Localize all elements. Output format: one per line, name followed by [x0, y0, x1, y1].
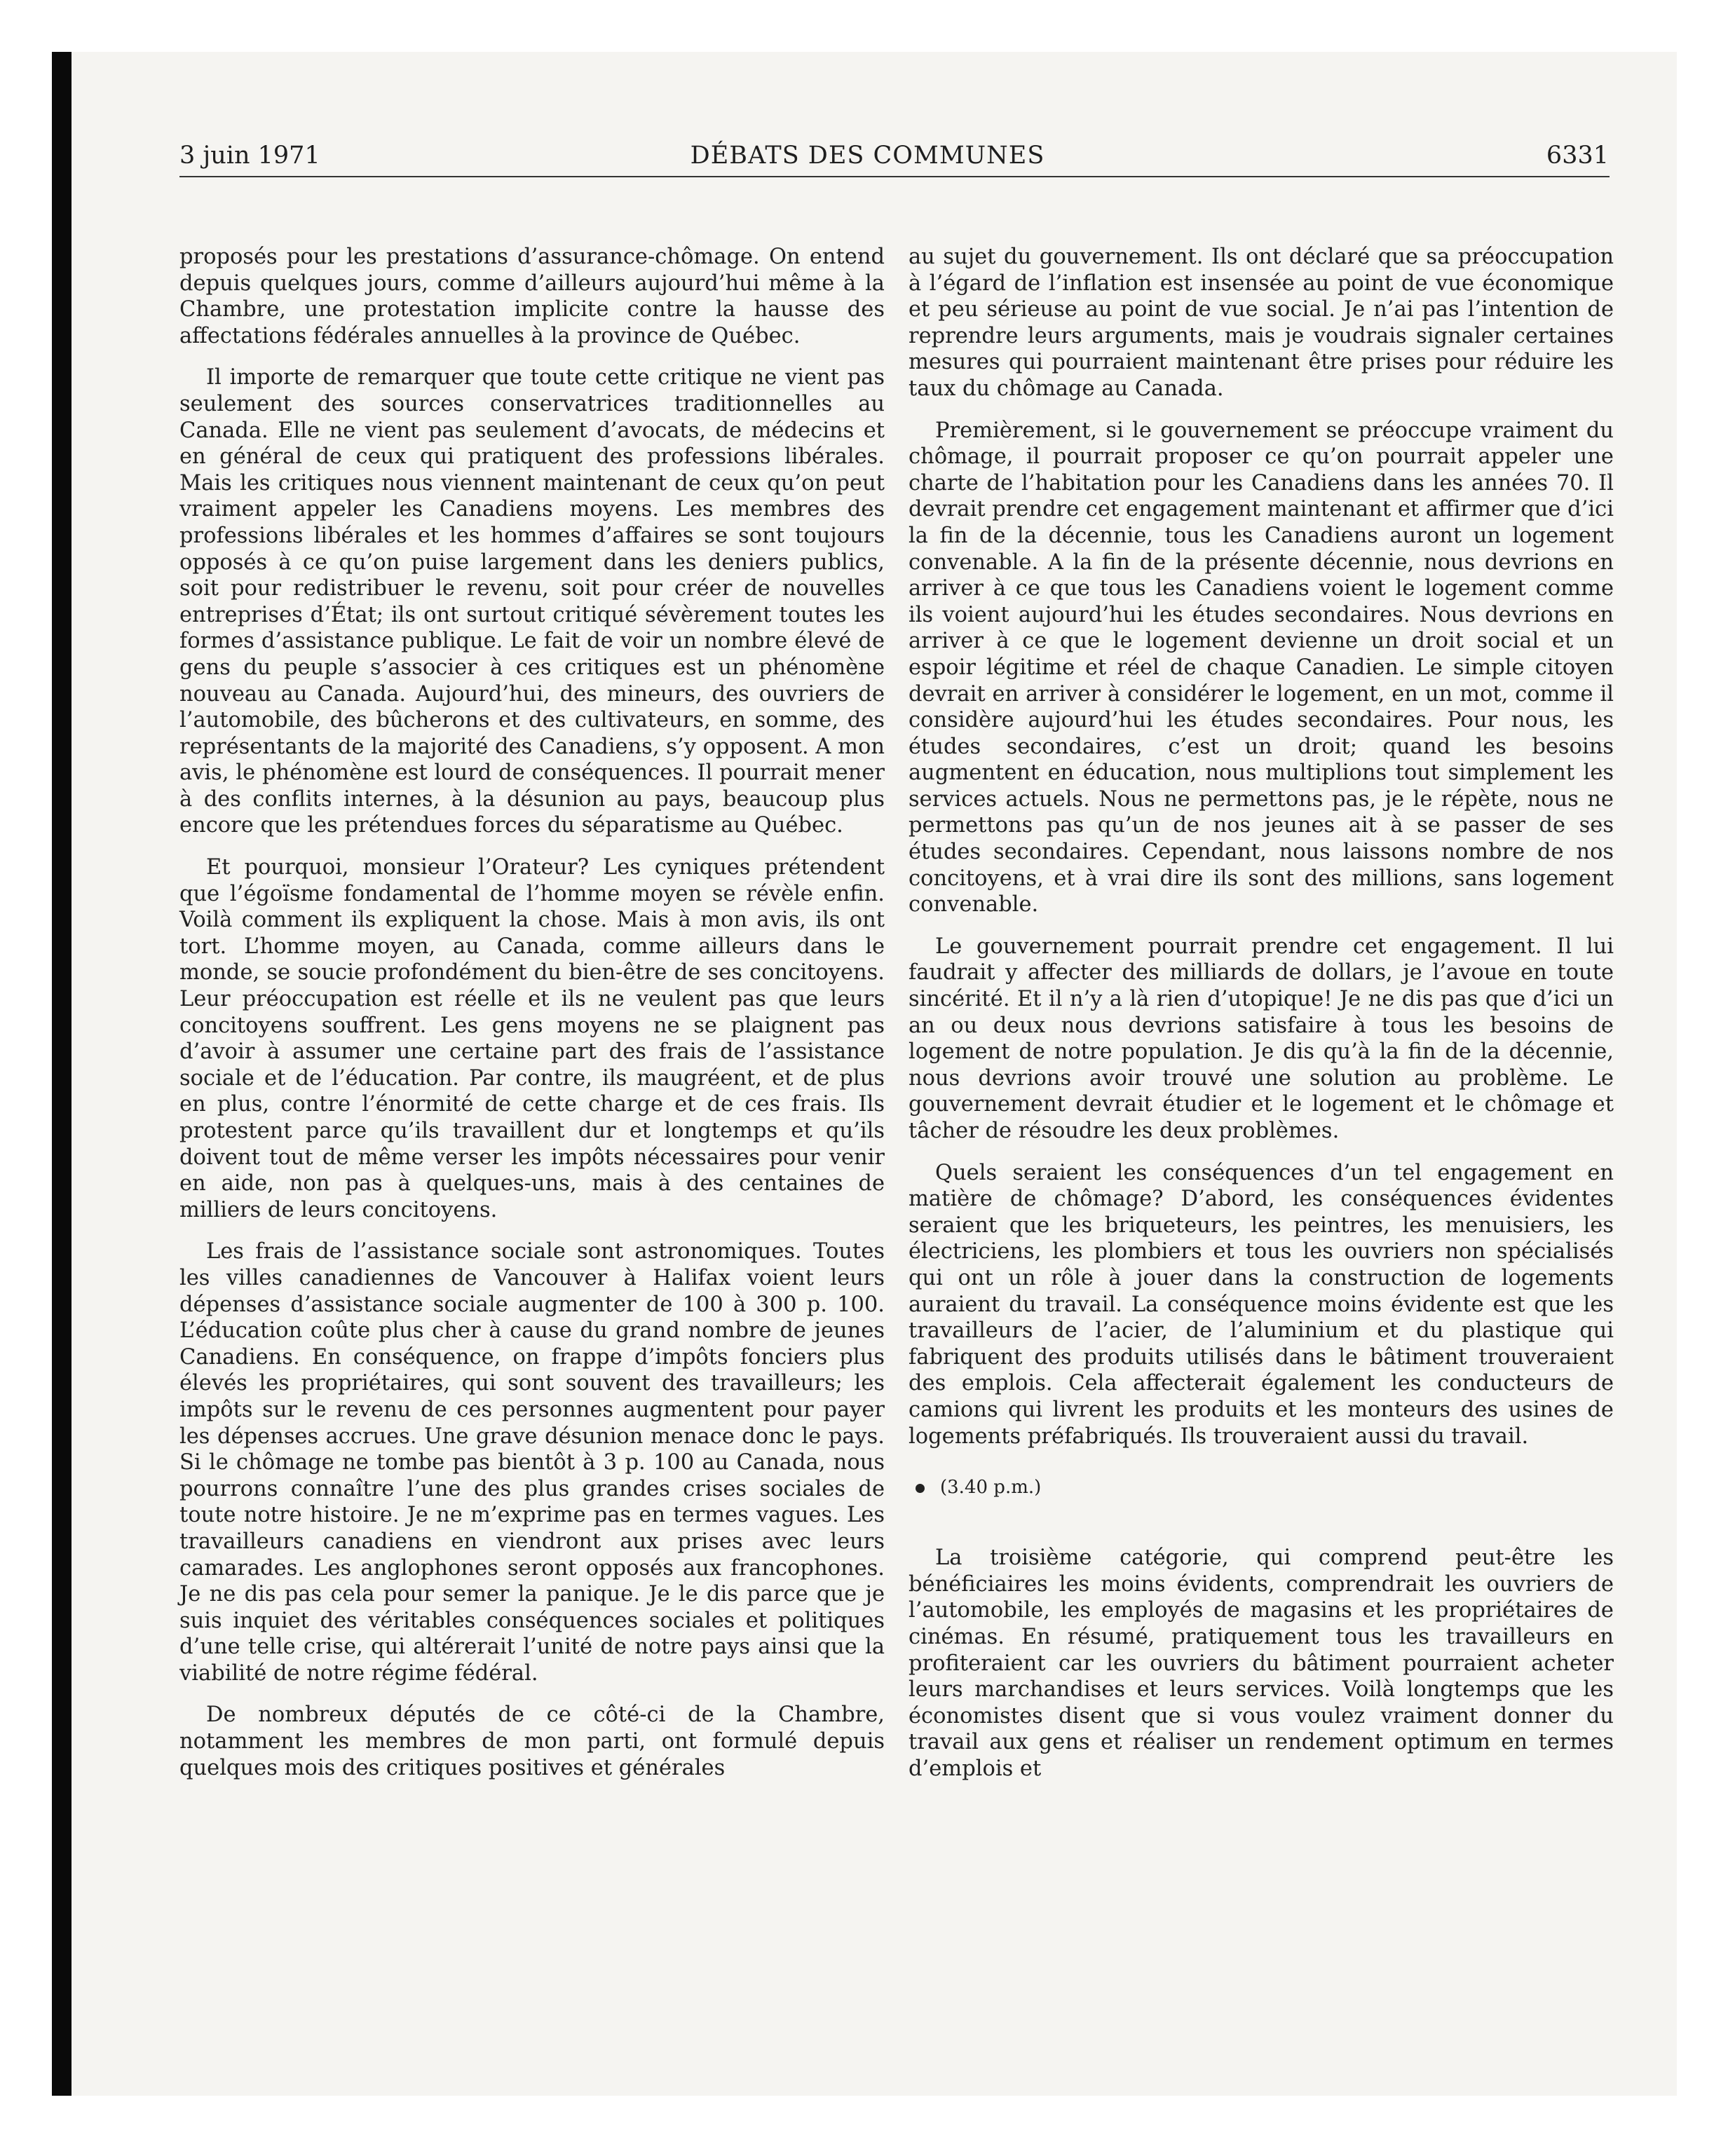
time-marker-label: (3.40 p.m.): [940, 1477, 1042, 1499]
paragraph: Et pourquoi, monsieur l’Orateur? Les cyniques prétendent que l’égoïsme fondamental de l’homme moyen se révèle enfin. Voilà comment ils expliquent la chose. Mais à mon avis, ils ont tort. L’homme moyen, au Canada, comme ailleurs dans le monde, se soucie profondément du bien-être de ses concitoyens. Leur préoccupation est réelle et ils ne veulent pas que leurs concitoyens souffrent. Les gens moyens ne se plaignent pas d’avoir à assumer une certaine part des frais de l’assistance sociale et de l’éducation. Par contre, ils maugréent, et de plus en plus, contre l’énormité de cette charge et de ces frais. Ils protestent parce qu’ils travaillent dur et longtemps et qu’ils doivent tout de même verser les impôts nécessaires pour venir en aide, non pas à quelques-uns, mais à des centaines de milliers de leurs concitoyens.: [179, 855, 885, 1222]
binding-edge: [52, 52, 72, 2096]
time-marker: [909, 1475, 1614, 1500]
paragraph: Le gouvernement pourrait prendre cet engagement. Il lui faudrait y affecter des milliards de dollars, je l’avoue en toute sincérité. Et il n’y a là rien d’utopique! Je ne dis pas que d’ici un an ou deux nous devrions satisfaire à tous les besoins de logement de notre population. Je dis qu’à la fin de la décennie, nous devrions avoir trouvé une solution au problème. Le gouvernement devrait étudier et le logement et le chômage et tâcher de résoudre les deux problèmes.: [909, 934, 1614, 1143]
header-page-number: 6331: [1546, 142, 1609, 170]
paragraph: proposés pour les prestations d’assurance-chômage. On entend depuis quelques jours, comme d’ailleurs aujourd’hui même à la Chambre, une protestation implicite contre la hausse des affectations fédérales annuelles à la province de Québec.: [179, 245, 885, 348]
header-rule: [179, 176, 1610, 177]
paragraph: La troisième catégorie, qui comprend peut-être les bénéficiaires les moins évidents, comprendrait les ouvriers de l’automobile, les employés de magasins et les propriétaires de cinémas. En résumé, pratiquement tous les travailleurs en profiteraient car les ouvriers du bâtiment pourraient acheter leurs marchandises et leurs services. Voilà longtemps que les économistes disent que si vous voulez vraiment donner du travail aux gens et réaliser un rendement optimum en termes d’emplois et: [909, 1546, 1614, 1781]
paragraph: Quels seraient les conséquences d’un tel engagement en matière de chômage? D’abord, les conséquences évidentes seraient que les briqueteurs, les peintres, les menuisiers, les électriciens, les plombiers et tous les ouvriers non spécialisés qui ont un rôle à jouer dans la construction de logements auraient du travail. La conséquence moins évidente est que les travailleurs de l’acier, de l’aluminium et du plastique qui fabriquent des produits utilisés dans le bâtiment trouveraient des emplois. Cela affecterait également les conducteurs de camions qui livrent les produits et les monteurs des usines de logements préfabriqués. Ils trouveraient aussi du travail.: [909, 1160, 1614, 1449]
paragraph: au sujet du gouvernement. Ils ont déclaré que sa préoccupation à l’égard de l’inflation est insensée au point de vue économique et peu sérieuse au point de vue social. Je n’ai pas l’intention de reprendre leurs arguments, mais je voudrais signaler certaines mesures qui pourraient maintenant être prises pour réduire les taux du chômage au Canada.: [909, 245, 1614, 401]
right-column: [909, 244, 1614, 1797]
bullet-icon: [916, 1484, 925, 1493]
header-date: 3 juin 1971: [179, 142, 320, 170]
paragraph: Il importe de remarquer que toute cette critique ne vient pas seulement des sources conservatrices traditionnelles au Canada. Elle ne vient pas seulement d’avocats, de médecins et en général de ceux qui pratiquent des professions libérales. Mais les critiques nous viennent maintenant de ceux qu’on peut vraiment appeler les Canadiens moyens. Les membres des professions libérales et les hommes d’affaires se sont toujours opposés à ce qu’on puise largement dans les deniers publics, soit pour redistribuer le revenu, soit pour créer de nouvelles entreprises d’État; ils ont surtout critiqué sévèrement toutes les formes d’assistance publique. Le fait de voir un nombre élevé de gens du peuple s’associer à ces critiques est un phénomène nouveau au Canada. Aujourd’hui, des mineurs, des ouvriers de l’automobile, des bûcherons et des cultivateurs, en somme, des représentants de la majorité des Canadiens, s’y opposent. A mon avis, le phénomène est lourd de conséquences. Il pourrait mener à des conflits internes, à la désunion au pays, beaucoup plus encore que les prétendues forces du séparatisme au Québec.: [179, 365, 885, 838]
left-column: [179, 244, 885, 1796]
paragraph: Les frais de l’assistance sociale sont astronomiques. Toutes les villes canadiennes de Vancouver à Halifax voient leurs dépenses d’assistance sociale augmenter de 100 à 300 p. 100. L’éducation coûte plus cher à cause du grand nombre de jeunes Canadiens. En conséquence, on frappe d’impôts fonciers plus élevés les propriétaires, qui sont souvent des travailleurs; les impôts sur le revenu de ces personnes augmentent pour payer les dépenses accrues. Une grave désunion menace donc le pays. Si le chômage ne tombe pas bientôt à 3 p. 100 au Canada, nous pourrons connaître l’une des plus grandes crises sociales de toute notre histoire. Je ne m’exprime pas en termes vagues. Les travailleurs canadiens en viendront aux prises avec leurs camarades. Les anglophones seront opposés aux francophones. Je ne dis pas cela pour semer la panique. Je le dis parce que je suis inquiet des véritables conséquences sociales et politiques d’une telle crise, qui altérerait l’unité de notre pays ainsi que la viabilité de notre régime fédéral.: [179, 1239, 885, 1686]
header-title: DÉBATS DES COMMUNES: [690, 142, 1045, 170]
paragraph: De nombreux députés de ce côté-ci de la Chambre, notamment les membres de mon parti, ont formulé depuis quelques mois des critiques positives et générales: [179, 1703, 885, 1780]
paragraph: Premièrement, si le gouvernement se préoccupe vraiment du chômage, il pourrait proposer ce qu’on pourrait appeler une charte de l’habitation pour les Canadiens dans les années 70. Il devrait prendre cet engagement maintenant et affirmer que d’ici la fin de la décennie, tous les Canadiens auront un logement convenable. A la fin de la présente décennie, nous devrions en arriver à ce que tous les Canadiens voient le logement comme ils voient aujourd’hui les études secondaires. Nous devrions en arriver à ce que le logement devienne un droit social et un espoir légitime et réel de chaque Canadien. Le simple citoyen devrait en arriver à considérer le logement, en un mot, comme il considère aujourd’hui les études secondaires. Pour nous, les études secondaires, c’est un droit; quand les besoins augmentent en éducation, nous multiplions tout simplement les services actuels. Nous ne permettons pas, je le répète, nous ne permettons pas qu’un de nos jeunes ait à se passer de ses études secondaires. Cependant, nous laissons nombre de nos concitoyens, et à vrai dire ils sont des millions, sans logement convenable.: [909, 418, 1614, 917]
